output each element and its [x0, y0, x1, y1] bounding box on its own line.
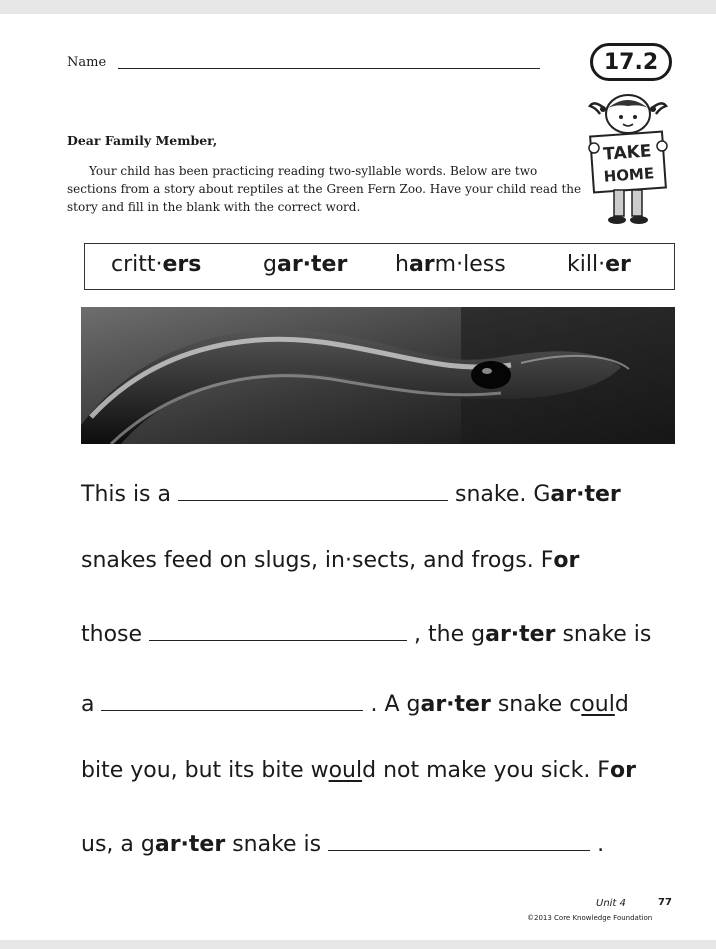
letter-greeting: Dear Family Member,: [67, 133, 218, 148]
page-number: 77: [658, 897, 672, 908]
story-line-1: This is a snake. Gar·ter: [81, 478, 621, 507]
story-line-4: a . A gar·ter snake could: [81, 688, 629, 717]
copyright: ©2013 Core Knowledge Foundation: [527, 914, 653, 922]
word-bank-item: kill·er: [567, 252, 631, 277]
name-label: Name: [67, 55, 107, 70]
take-home-text-2: HOME: [603, 164, 655, 186]
take-home-text-1: TAKE: [602, 141, 653, 165]
lesson-badge: 17.2: [590, 43, 672, 81]
word-bank-item: critt·ers: [111, 252, 202, 277]
fill-in-blank[interactable]: [178, 478, 448, 501]
top-edge: [0, 0, 716, 14]
word-bank-item: harm·less: [395, 252, 506, 277]
letter-body: Your child has been practicing reading two-syllable words. Below are two sections from a story about reptiles at the Green Fern Zoo. Have your child read the story and fill in the blank with the correct word.: [67, 164, 582, 214]
story-line-5: bite you, but its bite would not make you sick. For: [81, 758, 636, 783]
fill-in-blank[interactable]: [149, 618, 407, 641]
take-home-girl-illustration: [582, 90, 674, 230]
garter-snake-photo: [81, 307, 675, 444]
story-line-2: snakes feed on slugs, in·sects, and frogs. For: [81, 548, 580, 573]
story-line-6: us, a gar·ter snake is .: [81, 828, 604, 857]
bottom-edge: [0, 940, 716, 949]
name-field-line: [118, 68, 540, 69]
fill-in-blank[interactable]: [328, 828, 590, 851]
word-bank: [84, 243, 675, 290]
word-bank-item: gar·ter: [263, 252, 348, 277]
footer-unit: Unit 4: [596, 898, 626, 909]
fill-in-blank[interactable]: [101, 688, 363, 711]
story-line-3: those , the gar·ter snake is: [81, 618, 651, 647]
